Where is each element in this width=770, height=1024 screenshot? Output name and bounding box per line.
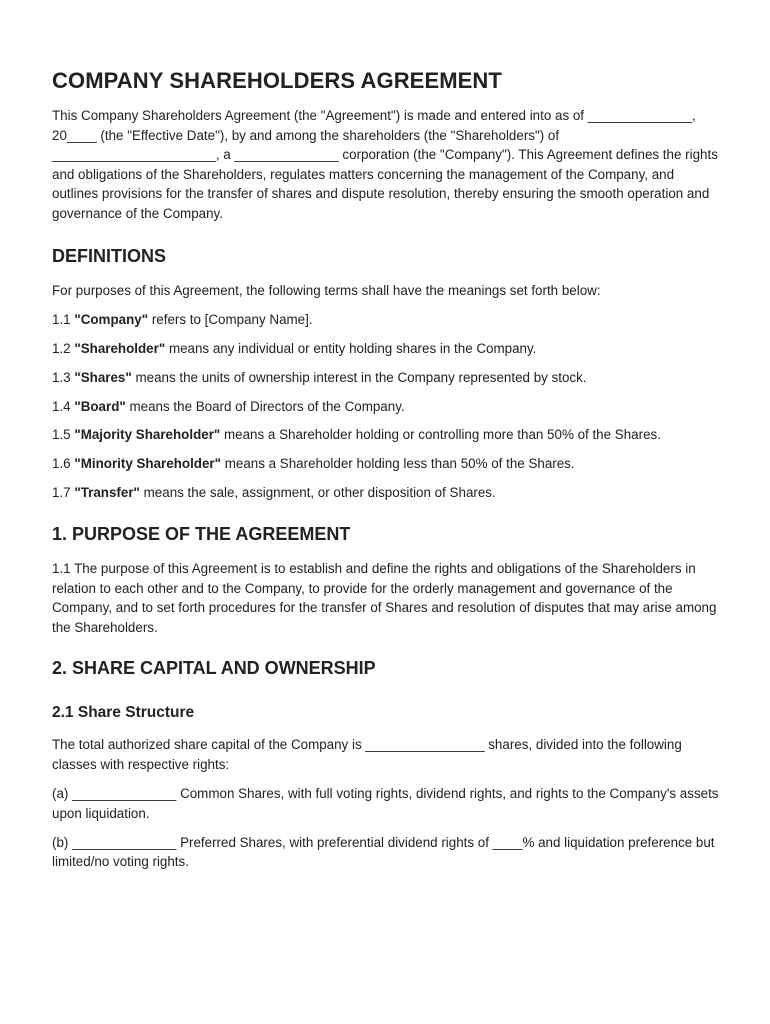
definition-item bbox=[52, 397, 720, 417]
definition-number: 1.3 bbox=[52, 369, 71, 385]
definition-text: refers to [Company Name]. bbox=[151, 311, 313, 327]
definition-text: means the Board of Directors of the Company. bbox=[129, 398, 405, 414]
definition-item bbox=[52, 425, 720, 445]
definition-term: "Minority Shareholder" bbox=[74, 456, 221, 472]
definition-term: "Company" bbox=[74, 311, 149, 327]
purpose-heading: 1. PURPOSE OF THE AGREEMENT bbox=[52, 524, 351, 545]
definition-term: "Shareholder" bbox=[74, 340, 166, 356]
share-structure-heading: 2.1 Share Structure bbox=[52, 704, 195, 722]
definition-text: means any individual or entity holding shares in the Company. bbox=[168, 340, 537, 356]
share-structure-paragraph: The total authorized share capital of the Company is ________________ shares, divided into the following classes with respective rights: bbox=[52, 737, 682, 773]
definition-term: "Shares" bbox=[74, 369, 132, 385]
class-b-paragraph: (b) ______________ Preferred Shares, with preferential dividend rights of ____% and liquidation preference but limited/no voting rights. bbox=[52, 834, 715, 870]
definition-item bbox=[52, 454, 720, 474]
definition-text: means a Shareholder holding or controlling more than 50% of the Shares. bbox=[224, 427, 661, 443]
definition-number: 1.2 bbox=[52, 340, 71, 356]
definition-term: "Majority Shareholder" bbox=[74, 427, 221, 443]
intro-paragraph: This Company Shareholders Agreement (the "Agreement") is made and entered into as of ______________, 20____ (the "Effective Date"), by and among the shareholders (the "Shareholders") of ______________________, a ______________ corporation (the "Company"). This Agreement defines the rights and obligations of the Shareholders, regulates matters concerning the management of the Company, and outlines provisions for the transfer of shares and dispute resolution, thereby ensuring the smooth operation and governance of the Company. bbox=[52, 108, 718, 221]
definition-text: means a Shareholder holding less than 50% of the Shares. bbox=[224, 456, 575, 472]
definition-term: "Board" bbox=[74, 398, 126, 414]
definition-number: 1.6 bbox=[52, 456, 71, 472]
share-capital-heading: 2. SHARE CAPITAL AND OWNERSHIP bbox=[52, 658, 376, 679]
definition-text: means the units of ownership interest in the Company represented by stock. bbox=[135, 369, 587, 385]
definition-item bbox=[52, 339, 720, 359]
definition-text: means the sale, assignment, or other disposition of Shares. bbox=[143, 485, 496, 501]
class-a-paragraph: (a) ______________ Common Shares, with full voting rights, dividend rights, and rights to the Company's assets upon liquidation. bbox=[52, 786, 719, 821]
definitions-heading: DEFINITIONS bbox=[52, 245, 167, 266]
definition-term: "Transfer" bbox=[74, 485, 140, 501]
document-title: COMPANY SHAREHOLDERS AGREEMENT bbox=[52, 68, 502, 93]
purpose-paragraph: 1.1 The purpose of this Agreement is to establish and define the rights and obligations of the Shareholders in relation to each other and to the Company, to provide for the orderly management and governance of the Company, and to set forth procedures for the transfer of Shares and resolution of disputes that may arise among the Shareholders. bbox=[52, 561, 717, 635]
definition-number: 1.1 bbox=[52, 311, 71, 327]
definition-number: 1.4 bbox=[52, 398, 71, 414]
definitions-lead: For purposes of this Agreement, the following terms shall have the meanings set forth below: bbox=[52, 282, 601, 298]
definition-item bbox=[52, 368, 720, 388]
definition-item bbox=[52, 483, 720, 503]
definition-item bbox=[52, 310, 720, 330]
definition-number: 1.5 bbox=[52, 427, 71, 443]
definition-number: 1.7 bbox=[52, 485, 71, 501]
